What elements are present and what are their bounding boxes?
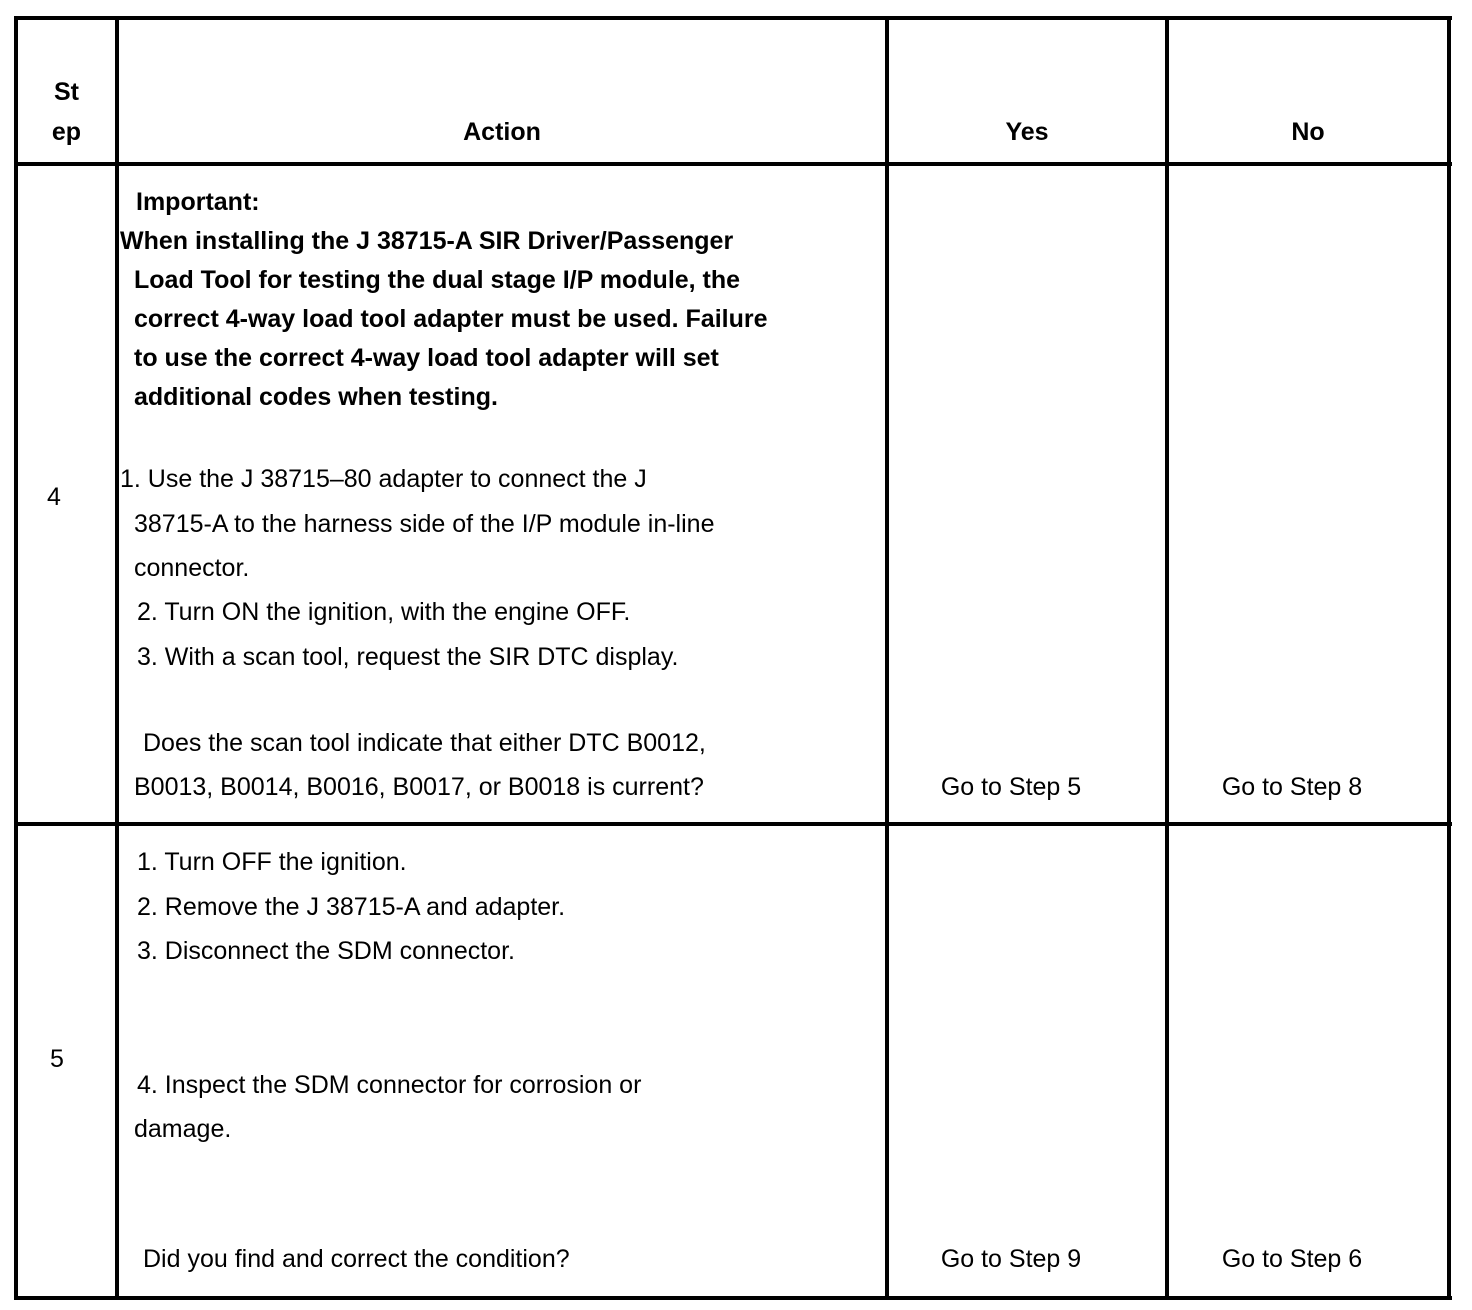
header-step-line2: ep: [51, 118, 82, 146]
step-number: 4: [47, 483, 61, 511]
table-border-top: [14, 16, 1452, 20]
important-note-line: Load Tool for testing the dual stage I/P module, the: [134, 266, 741, 294]
table-border-bottom: [14, 1296, 1452, 1300]
question-line: Did you find and correct the condition?: [143, 1245, 570, 1273]
no-result: Go to Step 6: [1221, 1245, 1363, 1273]
action-line: 3. Disconnect the SDM connector.: [137, 937, 515, 965]
header-no: No: [1291, 118, 1325, 146]
column-divider-action: [885, 16, 889, 1300]
important-note-line: correct 4-way load tool adapter must be used. Failure: [134, 305, 768, 333]
header-yes: Yes: [1005, 118, 1049, 146]
action-line: 2. Turn ON the ignition, with the engine OFF.: [137, 598, 631, 626]
important-note-line: When installing the J 38715-A SIR Driver/Passenger: [120, 227, 734, 255]
header-divider: [14, 162, 1452, 166]
question-line: Does the scan tool indicate that either DTC B0012,: [143, 729, 706, 757]
action-line: 2. Remove the J 38715-A and adapter.: [137, 893, 566, 921]
action-line: 4. Inspect the SDM connector for corrosion or: [137, 1071, 642, 1099]
header-action: Action: [463, 118, 541, 146]
table-border-left: [14, 16, 18, 1300]
action-line: damage.: [134, 1115, 232, 1143]
column-divider-step: [115, 16, 119, 1300]
yes-result: Go to Step 5: [940, 773, 1082, 801]
action-line: 3. With a scan tool, request the SIR DTC display.: [137, 643, 679, 671]
action-line: 38715-A to the harness side of the I/P module in-line: [134, 510, 715, 538]
important-label: Important:: [136, 188, 260, 216]
important-note-line: to use the correct 4-way load tool adapter will set: [134, 344, 719, 372]
action-line: 1. Turn OFF the ignition.: [137, 848, 407, 876]
no-result: Go to Step 8: [1221, 773, 1363, 801]
table-border-right: [1447, 16, 1451, 1300]
important-note-line: additional codes when testing.: [134, 383, 498, 411]
action-line: connector.: [134, 554, 250, 582]
row-divider: [14, 822, 1452, 826]
column-divider-yes: [1165, 16, 1169, 1300]
question-line: B0013, B0014, B0016, B0017, or B0018 is current?: [134, 773, 704, 801]
yes-result: Go to Step 9: [940, 1245, 1082, 1273]
step-number: 5: [50, 1045, 64, 1073]
header-step-line1: St: [54, 78, 79, 106]
action-line: 1. Use the J 38715–80 adapter to connect the J: [120, 465, 647, 493]
